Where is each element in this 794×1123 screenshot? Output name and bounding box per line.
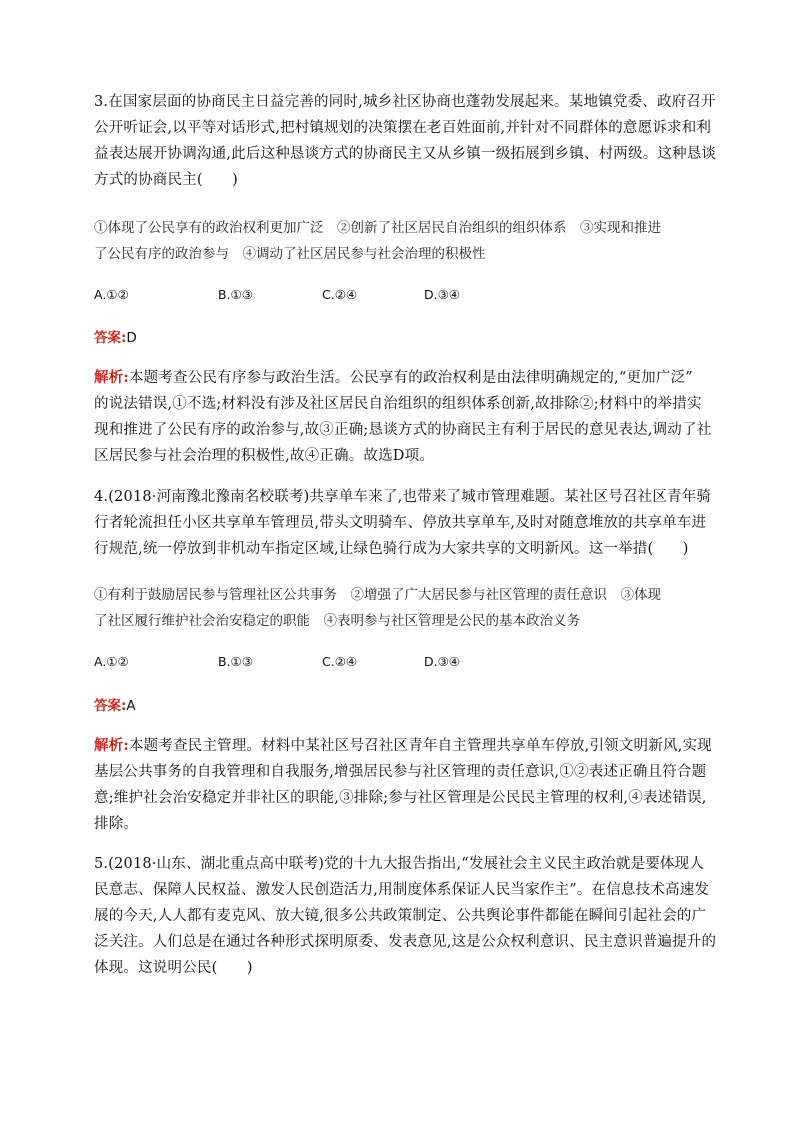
stem-line: 泛关注。人们总是在通过各种形式探明原委、发表意见,这是公众权利意识、民主意识普遍提升的 [94, 934, 717, 950]
option-line: 了公民有序的政治参与 ④调动了社区居民参与社会治理的积极性 [94, 246, 486, 262]
stem-line: 展的今天,人人都有麦克风、放大镜,很多公共政策制定、公共舆论事件都能在瞬间引起社会的广 [94, 908, 707, 924]
answer-value: A [126, 698, 136, 714]
stem-line: 5.(2018·山东、湖北重点高中联考)党的十九大报告指出,“发展社会主义民主政治就是要体现人 [94, 856, 705, 872]
stem-line: 4.(2018·河南豫北豫南名校联考)共享单车来了,也带来了城市管理难题。某社区号召社区青年骑 [94, 489, 712, 505]
analysis-line: 排除。 [94, 816, 139, 832]
answer-value: D [126, 330, 137, 346]
analysis-label: 解析: [94, 369, 129, 386]
answer-label: 答案: [94, 330, 127, 346]
stem-line: 方式的协商民主( ) [94, 172, 239, 188]
question-3-choices [94, 287, 694, 311]
choice-d: D.③④ [424, 654, 461, 669]
choice-d: D.③④ [424, 287, 461, 302]
choice-c: C.②④ [322, 654, 358, 669]
stem-line: 公开听证会,以平等对话形式,把村镇规划的决策摆在老百姓面前,并针对不同群体的意愿诉求和利 [94, 120, 712, 136]
stem-line: 益表达展开协调沟通,此后这种恳谈方式的协商民主又从乡镇一级拓展到乡镇、村两级。这种恳谈 [94, 146, 717, 162]
analysis-line: 现和推进了公民有序的政治参与,故③正确;恳谈方式的协商民主有利于居民的意见表达,调动了社 [94, 422, 712, 438]
question-5-stem [94, 851, 717, 981]
question-4-analysis [94, 733, 712, 837]
analysis-line: 基层公共事务的自我管理和自我服务,增强居民参与社区管理的责任意识,①②表述正确且符合题 [94, 764, 707, 780]
stem-line: 行规范,统一停放到非机动车指定区域,让绿色骑行成为大家共享的文明新风。这一举措( ) [94, 541, 689, 557]
choice-c: C.②④ [322, 287, 358, 302]
choice-b: B.①③ [218, 287, 253, 302]
question-4-stem [94, 484, 712, 562]
analysis-line: 区居民参与社会治理的积极性,故④正确。故选D项。 [94, 448, 435, 464]
stem-line: 民意志、保障人民权益、激发人民创造活力,用制度体系保证人民当家作主”。在信息技术高速发 [94, 882, 710, 898]
choice-a: A.①② [94, 287, 129, 302]
choice-b: B.①③ [218, 654, 253, 669]
question-4-options [94, 582, 694, 634]
analysis-line: 本题考查公民有序参与政治生活。公民享有的政治权利是由法律明确规定的,“更加广泛” [128, 370, 693, 386]
option-line: ①有利于鼓励居民参与管理社区公共事务 ②增强了广大居民参与社区管理的责任意识 ③体现 [94, 587, 661, 603]
question-4-answer [94, 694, 136, 714]
stem-line: 3.在国家层面的协商民主日益完善的同时,城乡社区协商也蓬勃发展起来。某地镇党委、政府召开 [94, 94, 716, 110]
stem-line: 体现。这说明公民( ) [94, 960, 253, 976]
answer-label: 答案: [94, 698, 127, 714]
question-4-choices [94, 654, 694, 678]
analysis-line: 本题考查民主管理。材料中某社区号召社区青年自主管理共享单车停放,引领文明新风,实现 [128, 738, 712, 754]
question-3-options [94, 215, 694, 267]
analysis-line: 意;维护社会治安稳定并非社区的职能,③排除;参与社区管理是公民民主管理的权利,④表述错误, [94, 790, 707, 806]
choice-a: A.①② [94, 654, 129, 669]
analysis-line: 的说法错误,①不选;材料没有涉及社区居民自治组织的组织体系创新,故排除②;材料中的举措实 [94, 396, 702, 412]
question-3-answer [94, 326, 137, 346]
option-line: 了社区履行维护社会治安稳定的职能 ④表明参与社区管理是公民的基本政治义务 [94, 613, 580, 629]
analysis-label: 解析: [94, 737, 129, 754]
question-3-stem [94, 89, 717, 193]
option-line: ①体现了公民享有的政治权利更加广泛 ②创新了社区居民自治组织的组织体系 ③实现和推进 [94, 220, 661, 236]
question-3-analysis [94, 365, 712, 469]
stem-line: 行者轮流担任小区共享单车管理员,带头文明骑车、停放共享单车,及时对随意堆放的共享单车进 [94, 515, 707, 531]
